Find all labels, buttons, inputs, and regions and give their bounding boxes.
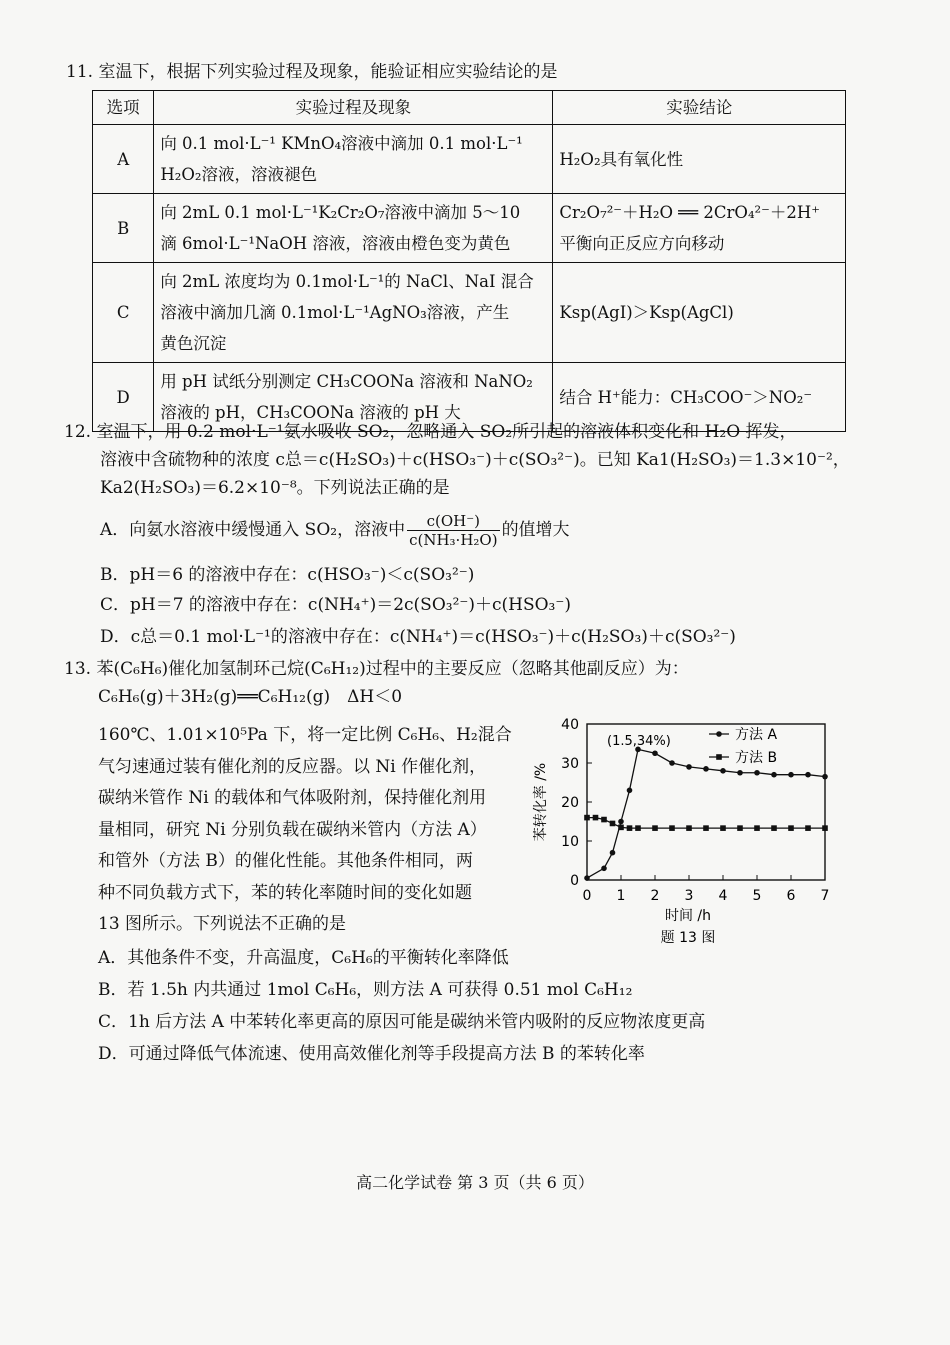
data-point-method-b xyxy=(805,825,811,831)
q12-option-a-tail: 的值增大 xyxy=(501,520,570,540)
x-tick-label: 6 xyxy=(786,888,796,904)
data-point-method-a xyxy=(601,866,607,872)
data-point-method-a xyxy=(805,772,811,778)
y-tick-label: 40 xyxy=(561,717,579,733)
conclusion-line: 结合 H⁺能力：CH₃COO⁻＞NO₂⁻ xyxy=(559,387,813,407)
q12-block xyxy=(64,418,884,502)
q11-stem: 室温下，根据下列实验过程及现象，能验证相应实验结论的是 xyxy=(98,62,558,82)
data-point-method-b xyxy=(601,817,607,823)
data-point-method-a xyxy=(822,774,828,780)
header-conclusion: 实验结论 xyxy=(553,91,846,125)
chart-caption: 题 13 图 xyxy=(660,930,716,946)
data-point-method-b xyxy=(627,825,633,831)
data-point-method-a xyxy=(669,760,675,766)
data-point-method-b xyxy=(822,825,828,831)
y-tick-label: 10 xyxy=(561,834,579,850)
peak-annotation: (1.5,34%) xyxy=(607,734,671,749)
process-line: 溶液中滴加几滴 0.1mol·L⁻¹AgNO₃溶液，产生 xyxy=(160,303,510,322)
x-tick-label: 3 xyxy=(684,888,694,904)
q13-paragraph xyxy=(98,720,538,941)
data-point-method-b xyxy=(737,825,743,831)
q12-option-b: B．pH＝6 的溶液中存在：c(HSO₃⁻)＜c(SO₃²⁻) xyxy=(100,565,475,585)
table-row xyxy=(93,263,846,363)
y-tick-label: 30 xyxy=(561,756,579,772)
data-point-method-a xyxy=(720,768,726,774)
data-point-method-b xyxy=(610,821,616,827)
x-tick-label: 0 xyxy=(582,888,592,904)
row-process xyxy=(154,194,553,263)
q13-para-line: 气匀速通过装有催化剂的反应器。以 Ni 作催化剂， xyxy=(98,756,487,777)
data-point-method-a xyxy=(652,750,658,756)
data-point-method-b xyxy=(720,825,726,831)
q12-line1: 室温下，用 0.2 mol·L⁻¹氨水吸收 SO₂，忽略通入 SO₂所引起的溶液体积变化和 H₂O 挥发， xyxy=(96,422,797,442)
q13-para-line: 160℃、1.01×10⁵Pa 下，将一定比例 C₆H₆、H₂混合 xyxy=(98,725,512,745)
data-point-method-a xyxy=(610,850,616,856)
q13-option-a: A．其他条件不变，升高温度，C₆H₆的平衡转化率降低 xyxy=(98,948,509,968)
row-option: B xyxy=(93,194,154,263)
process-line: 向 2mL 0.1 mol·L⁻¹K₂Cr₂O₇溶液中滴加 5～10 xyxy=(160,203,521,222)
q12-line2: 溶液中含硫物种的浓度 c总＝c(H₂SO₃)＋c(HSO₃⁻)＋c(SO₃²⁻)。已知 Ka1(H₂SO₃)＝1.3×10⁻²， xyxy=(100,450,850,470)
row-conclusion xyxy=(553,263,846,363)
row-option: D xyxy=(93,363,154,432)
row-option: C xyxy=(93,263,154,363)
fraction-numerator: c(OH⁻) xyxy=(407,512,499,531)
q12-option-d: D．c总＝0.1 mol·L⁻¹的溶液中存在：c(NH₄⁺)＝c(HSO₃⁻)＋c(H₂SO₃)＋c(SO₃²⁻) xyxy=(100,627,736,647)
x-axis-label: 时间 /h xyxy=(664,908,712,924)
q11-stem-line xyxy=(66,58,557,86)
data-point-method-b xyxy=(618,825,624,831)
q13-para-line: 种不同负载方式下，苯的转化率随时间的变化如题 xyxy=(98,882,472,903)
row-conclusion xyxy=(553,125,846,194)
q12-option-a xyxy=(100,512,570,549)
conclusion-line: H₂O₂具有氧化性 xyxy=(559,149,684,169)
x-tick-label: 1 xyxy=(616,888,626,904)
data-point-method-b xyxy=(754,825,760,831)
data-point-method-a xyxy=(627,788,633,794)
data-point-method-b xyxy=(788,825,794,831)
x-tick-label: 7 xyxy=(820,888,830,904)
q13-option-b: B．若 1.5h 内共通过 1mol C₆H₆，则方法 A 可获得 0.51 mol C₆H₁₂ xyxy=(98,980,633,1000)
row-process xyxy=(154,125,553,194)
process-line: 黄色沉淀 xyxy=(160,334,227,353)
data-point-method-a xyxy=(788,772,794,778)
row-process xyxy=(154,263,553,363)
q13-chart xyxy=(525,712,835,957)
q13-para-line: 碳纳米管作 Ni 的载体和气体吸附剂，保持催化剂用 xyxy=(98,788,487,808)
q12-option-a-text: A．向氨水溶液中缓慢通入 SO₂，溶液中 xyxy=(100,520,406,540)
process-line: H₂O₂溶液，溶液褪色 xyxy=(160,165,317,184)
process-line: 向 0.1 mol·L⁻¹ KMnO₄溶液中滴加 0.1 mol·L⁻¹ xyxy=(160,134,523,153)
conclusion-line: Ksp(AgI)＞Ksp(AgCl) xyxy=(559,303,734,322)
legend-label-method-a: 方法 A xyxy=(735,727,778,743)
q13-line1: 苯(C₆H₆)催化加氢制环己烷(C₆H₁₂)过程中的主要反应（忽略其他副反应）为： xyxy=(96,659,689,679)
q12-number: 12. xyxy=(64,422,92,442)
data-point-method-b xyxy=(771,825,777,831)
data-point-method-a xyxy=(618,819,624,825)
header-option: 选项 xyxy=(93,91,154,125)
data-point-method-a xyxy=(737,770,743,776)
conclusion-line: Cr₂O₇²⁻＋H₂O ══ 2CrO₄²⁻＋2H⁺ xyxy=(559,203,820,222)
header-process: 实验过程及现象 xyxy=(154,91,553,125)
q13-para-line: 13 图所示。下列说法不正确的是 xyxy=(98,914,347,934)
q13-option-d: D．可通过降低气体流速、使用高效催化剂等手段提高方法 B 的苯转化率 xyxy=(98,1044,645,1064)
process-line: 滴 6mol·L⁻¹NaOH 溶液，溶液由橙色变为黄色 xyxy=(160,234,511,253)
data-point-method-a xyxy=(754,770,760,776)
q13-number: 13. xyxy=(64,659,92,679)
x-tick-label: 5 xyxy=(752,888,762,904)
y-axis-label: 苯转化率 /% xyxy=(533,762,549,842)
legend-marker-method-b xyxy=(716,754,722,760)
data-point-method-b xyxy=(703,825,709,831)
data-point-method-a xyxy=(771,772,777,778)
q13-equation: C₆H₆(g)＋3H₂(g)══C₆H₁₂(g) ΔH＜0 xyxy=(98,687,403,707)
q13-block xyxy=(64,655,884,711)
q12-fraction xyxy=(407,512,499,549)
data-point-method-b xyxy=(669,825,675,831)
q11-table xyxy=(92,90,846,432)
table-row xyxy=(93,125,846,194)
q12-line3: Ka2(H₂SO₃)＝6.2×10⁻⁸。下列说法正确的是 xyxy=(100,478,450,498)
process-line: 用 pH 试纸分别测定 CH₃COONa 溶液和 NaNO₂ xyxy=(160,372,533,391)
q13-para-line: 量相同，研究 Ni 分别负载在碳纳米管内（方法 A） xyxy=(98,819,487,840)
legend-label-method-b: 方法 B xyxy=(735,750,778,766)
page-footer: 高二化学试卷 第 3 页（共 6 页） xyxy=(356,1173,594,1192)
legend-marker-method-a xyxy=(716,731,722,737)
q12-option-c: C．pH＝7 的溶液中存在：c(NH₄⁺)＝2c(SO₃²⁻)＋c(HSO₃⁻) xyxy=(100,595,571,615)
data-point-method-b xyxy=(584,815,590,821)
data-point-method-b xyxy=(686,825,692,831)
data-point-method-b xyxy=(593,815,599,821)
x-tick-label: 2 xyxy=(650,888,660,904)
data-point-method-a xyxy=(703,766,709,772)
q13-para-line: 和管外（方法 B）的催化性能。其他条件相同，两 xyxy=(98,851,473,871)
process-line: 向 2mL 浓度均为 0.1mol·L⁻¹的 NaCl、NaI 混合 xyxy=(160,272,534,291)
data-point-method-a xyxy=(686,764,692,770)
data-point-method-b xyxy=(652,825,658,831)
x-tick-label: 4 xyxy=(718,888,728,904)
data-point-method-b xyxy=(635,825,641,831)
y-tick-label: 20 xyxy=(561,795,579,811)
fraction-denominator: c(NH₃·H₂O) xyxy=(409,531,498,549)
conclusion-line: 平衡向正反应方向移动 xyxy=(559,234,725,253)
y-tick-label: 0 xyxy=(570,873,579,889)
data-point-method-a xyxy=(584,875,590,881)
process-line: 溶液的 pH，CH₃COONa 溶液的 pH 大 xyxy=(160,403,461,422)
table-row xyxy=(93,194,846,263)
table-header-row xyxy=(93,91,846,125)
row-option: A xyxy=(93,125,154,194)
row-conclusion xyxy=(553,194,846,263)
q11-number: 11. xyxy=(66,62,94,82)
q13-option-c: C．1h 后方法 A 中苯转化率更高的原因可能是碳纳米管内吸附的反应物浓度更高 xyxy=(98,1012,706,1032)
